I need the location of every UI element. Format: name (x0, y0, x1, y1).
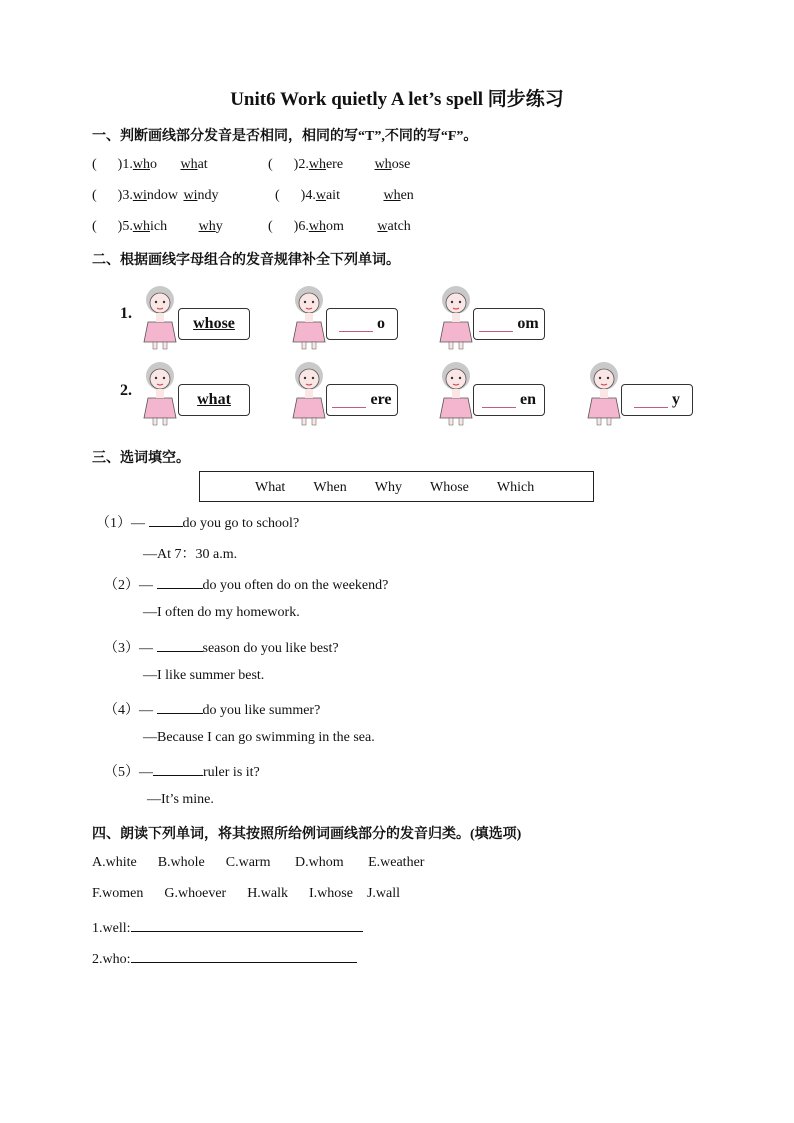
s3-answer-1: —At 7：30 a.m. (143, 547, 238, 562)
s3-question-2: （2）— do you often do on the weekend? (104, 574, 388, 594)
section-4-heading: 四、朗读下列单词，将其按照所给例词画线部分的发音归类。(填选项) (92, 827, 522, 842)
section-2-heading: 二、根据画线字母组合的发音规律补全下列单词。 (92, 253, 400, 268)
s2-box-2-2: ere (326, 384, 398, 416)
section-3-heading: 三、选词填空。 (92, 451, 190, 466)
s2-box-1-1: whose (178, 308, 250, 340)
s4-options-line-2: F.women G.whoever H.walk I.whose J.wall (92, 886, 400, 901)
s2-box-2-1: what (178, 384, 250, 416)
word-options: What When Why Whose Which (255, 480, 535, 495)
s3-answer-3: —I like summer best. (143, 668, 265, 683)
page-title: Unit6 Work quietly A let’s spell 同步练习 (230, 89, 564, 110)
s4-options-line-1: A.white B.whole C.warm D.whom E.weather (92, 855, 425, 870)
s1-item-3: ( )3.window windy (92, 188, 219, 203)
s3-answer-4: —Because I can go swimming in the sea. (143, 730, 375, 745)
s2-box-2-4: y (621, 384, 693, 416)
s3-question-3: （3）— season do you like best? (104, 637, 339, 657)
s3-question-4: （4）— do you like summer? (104, 699, 320, 719)
s1-item-1: ( )1.who what (92, 157, 208, 172)
s1-item-4: ( )4.wait when (275, 188, 414, 203)
s4-question-1: 1.well: (92, 917, 363, 937)
s1-item-2: ( )2.where whose (268, 157, 411, 172)
s1-item-5: ( )5.which why (92, 219, 223, 234)
s4-question-2: 2.who: (92, 948, 357, 968)
s3-answer-2: —I often do my homework. (143, 605, 300, 620)
s1-item-6: ( )6.whom watch (268, 219, 411, 234)
girl-illustration (136, 358, 184, 426)
section-1-heading: 一、判断画线部分发音是否相同，相同的写“T”,不同的写“F”。 (92, 129, 478, 144)
s3-answer-5: —It’s mine. (147, 792, 214, 807)
s3-question-1: （1）— do you go to school? (96, 512, 299, 532)
girl-illustration (136, 282, 184, 350)
s2-row2-number: 2. (120, 382, 132, 399)
s2-box-1-2: o (326, 308, 398, 340)
s2-box-1-3: om (473, 308, 545, 340)
s3-question-5: （5）— ruler is it? (104, 761, 260, 781)
s2-row1-number: 1. (120, 305, 132, 322)
s2-box-2-3: en (473, 384, 545, 416)
